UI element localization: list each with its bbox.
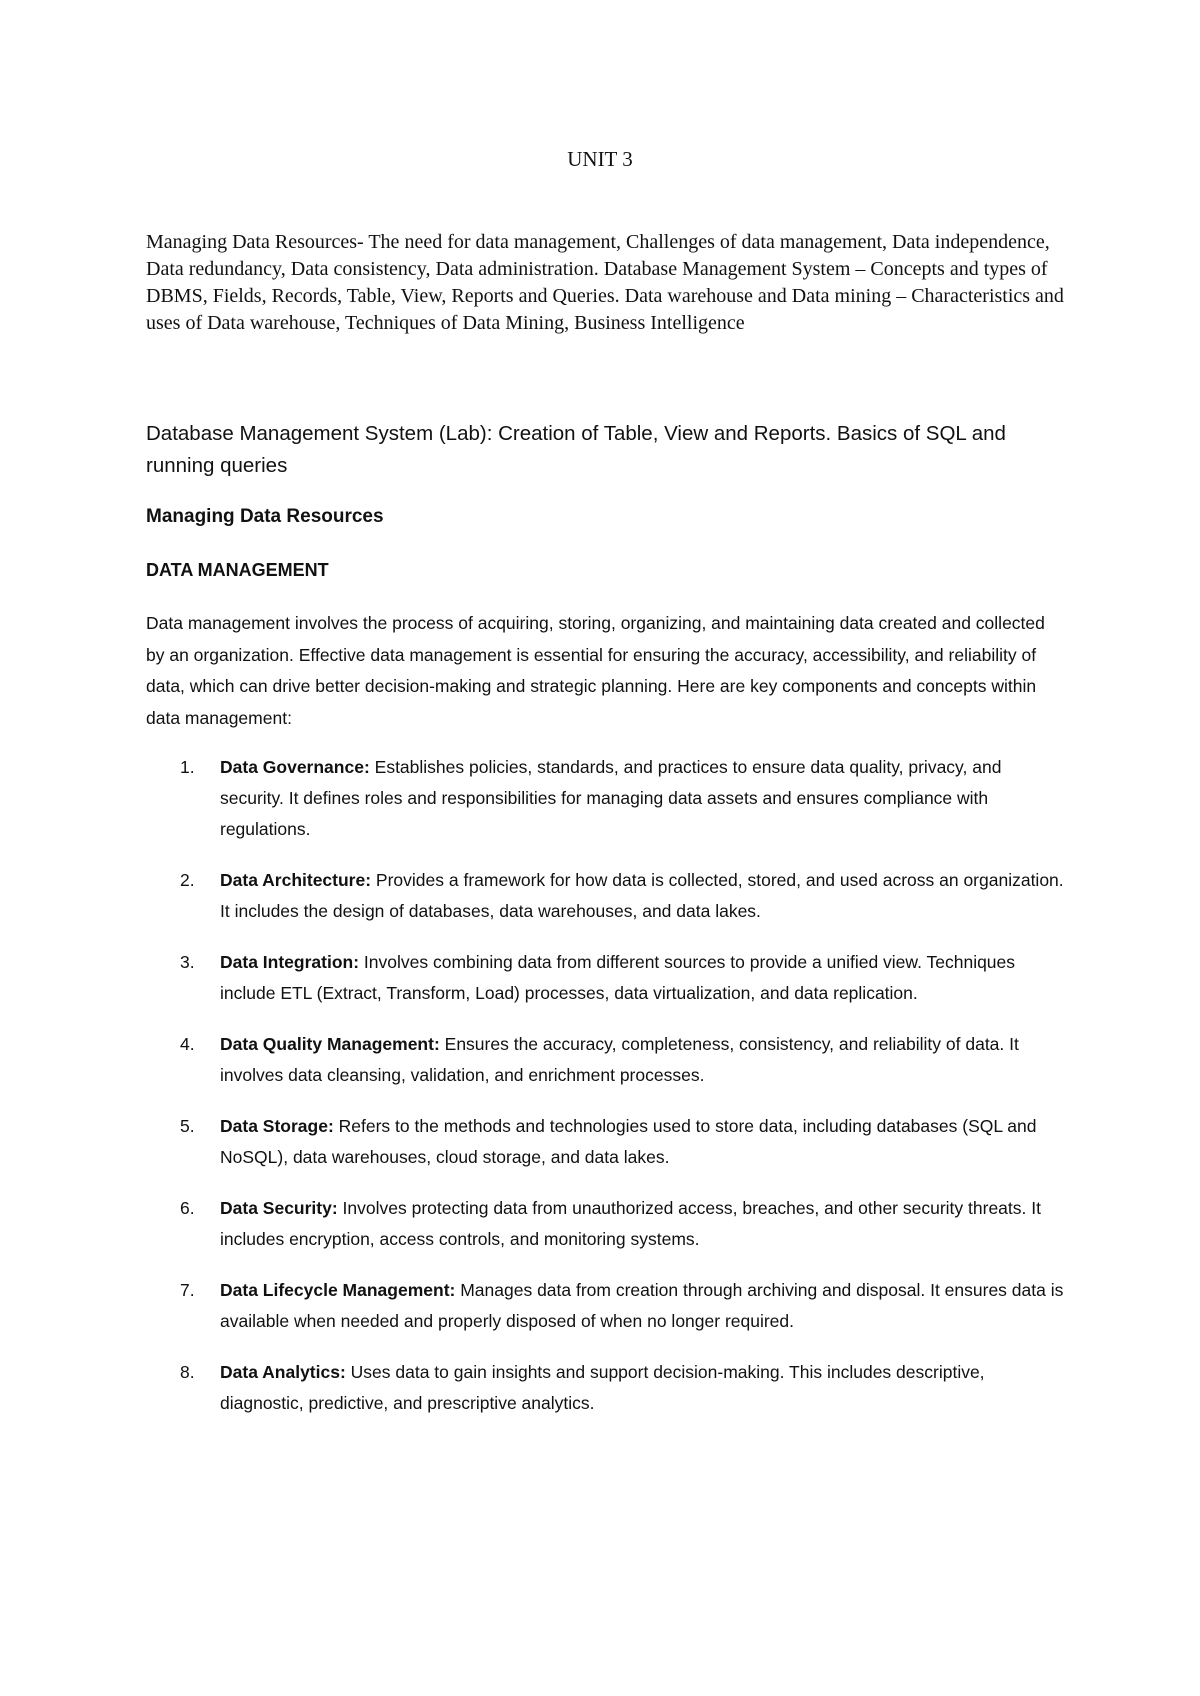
list-item-term: Data Architecture: [220, 870, 372, 890]
components-list [146, 752, 1066, 1439]
list-item-text: Provides a framework for how data is collected, stored, and used across an organization. It includes the design of databases, data warehouses, and data lakes. [220, 870, 1064, 921]
list-item [146, 1029, 1066, 1091]
list-item-term: Data Storage: [220, 1116, 334, 1136]
list-item-term: Data Governance: [220, 757, 370, 777]
list-item-text: Involves protecting data from unauthorized access, breaches, and other security threats. It includes encryption, access controls, and monitoring systems. [220, 1198, 1041, 1249]
list-item [146, 1193, 1066, 1255]
list-item [146, 947, 1066, 1009]
list-item-number: 5. [180, 1116, 195, 1136]
list-item-text: Involves combining data from different sources to provide a unified view. Techniques include ETL (Extract, Transform, Load) processes, data virtualization, and data replication. [220, 952, 1016, 1003]
list-item [146, 752, 1066, 845]
list-item-number: 8. [180, 1362, 195, 1382]
list-item-term: Data Lifecycle Management: [220, 1280, 456, 1300]
list-item-term: Data Security: [220, 1198, 338, 1218]
list-item [146, 865, 1066, 927]
list-item [146, 1275, 1066, 1337]
list-item-term: Data Analytics: [220, 1362, 346, 1382]
intro-paragraph: Data management involves the process of acquiring, storing, organizing, and maintaining data created and collected by an organization. Effective data management is essential for ensuring the accuracy, accessibility, and reliability of data, which can drive better decision-making and strategic planning. Here are key components and concepts within data management: [146, 613, 1045, 728]
list-item-text: Establishes policies, standards, and practices to ensure data quality, privacy, and security. It defines roles and responsibilities for managing data assets and ensures compliance with regulations. [220, 757, 1002, 839]
list-item [146, 1111, 1066, 1173]
section-heading-managing-data-resources: Managing Data Resources [146, 506, 384, 527]
list-item-text: Manages data from creation through archiving and disposal. It ensures data is available when needed and properly disposed of when no longer required. [220, 1280, 1064, 1331]
list-item-number: 7. [180, 1280, 195, 1300]
list-item-number: 3. [180, 952, 195, 972]
list-item-number: 2. [180, 870, 195, 890]
list-item-number: 1. [180, 757, 195, 777]
page-title: UNIT 3 [567, 147, 633, 171]
syllabus-paragraph: Managing Data Resources- The need for data management, Challenges of data management, Data independence, Data redundancy, Data consistency, Data administration. Database Management System – Concepts and types of DBMS, Fields, Records, Table, View, Reports and Queries. Data warehouse and Data mining – Characteristics and uses of Data warehouse, Techniques of Data Mining, Business Intelligence [146, 231, 1064, 334]
list-item-text: Uses data to gain insights and support decision-making. This includes descriptive, diagnostic, predictive, and prescriptive analytics. [220, 1362, 985, 1413]
list-item-term: Data Quality Management: [220, 1034, 440, 1054]
list-item-text: Ensures the accuracy, completeness, consistency, and reliability of data. It involves data cleansing, validation, and enrichment processes. [220, 1034, 1019, 1085]
list-item-term: Data Integration: [220, 952, 360, 972]
list-item-text: Refers to the methods and technologies used to store data, including databases (SQL and NoSQL), data warehouses, cloud storage, and data lakes. [220, 1116, 1037, 1167]
list-item-number: 4. [180, 1034, 195, 1054]
list-item [146, 1357, 1066, 1419]
list-item-number: 6. [180, 1198, 195, 1218]
section-heading-data-management: DATA MANAGEMENT [146, 560, 329, 580]
lab-paragraph: Database Management System (Lab): Creation of Table, View and Reports. Basics of SQL and running queries [146, 422, 1006, 477]
